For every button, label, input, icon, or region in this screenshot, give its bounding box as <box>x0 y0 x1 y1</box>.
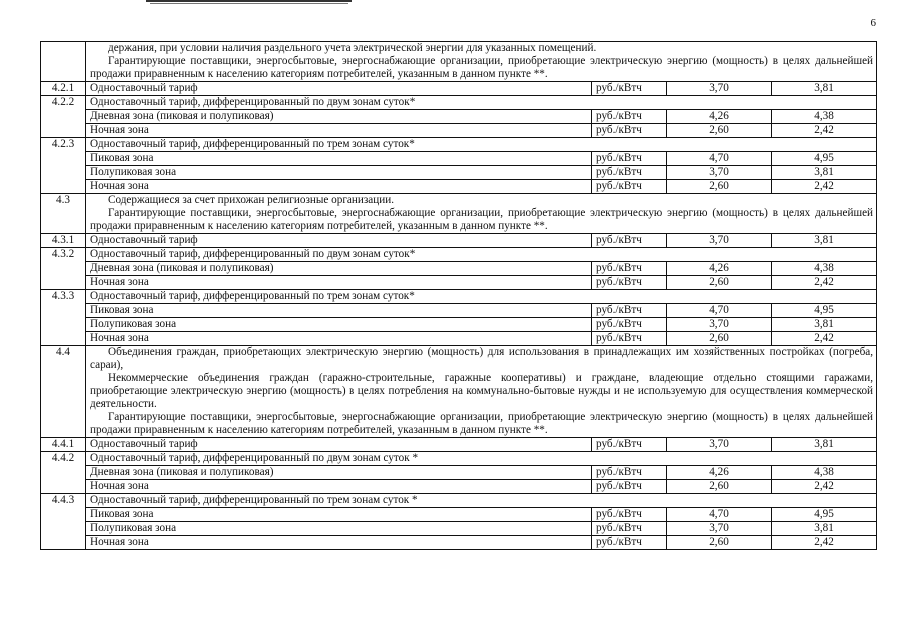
tariff-table <box>40 41 877 550</box>
tariff-value-1: 2,60 <box>667 480 772 494</box>
table-row <box>41 494 877 508</box>
tariff-value-2: 4,95 <box>772 304 877 318</box>
tariff-label: Ночная зона <box>86 536 592 550</box>
table-row <box>41 166 877 180</box>
tariff-value-1: 3,70 <box>667 438 772 452</box>
tariff-value-2: 3,81 <box>772 234 877 248</box>
tariff-value-2: 3,81 <box>772 166 877 180</box>
table-row <box>41 438 877 452</box>
row-number: 4.3.3 <box>41 290 86 346</box>
table-row <box>41 262 877 276</box>
tariff-value-2: 2,42 <box>772 332 877 346</box>
tariff-group-label: Одноставочный тариф, дифференцированный по двум зонам суток * <box>86 452 877 466</box>
tariff-value-1: 4,26 <box>667 262 772 276</box>
tariff-label: Ночная зона <box>86 124 592 138</box>
tariff-label: Полупиковая зона <box>86 522 592 536</box>
tariff-value-2: 3,81 <box>772 438 877 452</box>
tariff-value-2: 2,42 <box>772 480 877 494</box>
tariff-value-1: 4,70 <box>667 508 772 522</box>
unit-cell: руб./кВтч <box>592 438 667 452</box>
table-row <box>41 96 877 110</box>
tariff-label: Дневная зона (пиковая и полупиковая) <box>86 262 592 276</box>
tariff-value-2: 4,38 <box>772 466 877 480</box>
tariff-group-label: Одноставочный тариф, дифференцированный по двум зонам суток* <box>86 96 877 110</box>
tariff-label: Дневная зона (пиковая и полупиковая) <box>86 110 592 124</box>
unit-cell: руб./кВтч <box>592 480 667 494</box>
table-row <box>41 522 877 536</box>
unit-cell: руб./кВтч <box>592 466 667 480</box>
unit-cell: руб./кВтч <box>592 110 667 124</box>
section-paragraph: Гарантирующие поставщики, энергосбытовые, энергоснабжающие организации, приобретающие электрическую энергию (мощность) в целях дальнейшей продажи приравненным к населению категориям потребителей, указанным в данном пункте **. <box>90 207 874 232</box>
tariff-value-2: 4,95 <box>772 152 877 166</box>
unit-cell: руб./кВтч <box>592 262 667 276</box>
tariff-group-label: Одноставочный тариф, дифференцированный по трем зонам суток * <box>86 494 877 508</box>
table-row <box>41 290 877 304</box>
tariff-table-body <box>41 42 877 550</box>
tariff-value-2: 3,81 <box>772 522 877 536</box>
unit-cell: руб./кВтч <box>592 180 667 194</box>
unit-cell: руб./кВтч <box>592 124 667 138</box>
section-paragraph: Гарантирующие поставщики, энергосбытовые, энергоснабжающие организации, приобретающие электрическую энергию (мощность) в целях дальнейшей продажи приравненным к населению категориям потребителей, указанным в данном пункте **. <box>90 411 874 436</box>
section-paragraph: Объединения граждан, приобретающих электрическую энергию (мощность) для использования в принадлежащих им хозяйственных постройках (погреба, сараи), <box>90 346 874 371</box>
tariff-group-label: Одноставочный тариф, дифференцированный по двум зонам суток* <box>86 248 877 262</box>
tariff-value-1: 4,26 <box>667 466 772 480</box>
tariff-value-2: 4,95 <box>772 508 877 522</box>
tariff-label: Ночная зона <box>86 276 592 290</box>
tariff-label: Полупиковая зона <box>86 166 592 180</box>
unit-cell: руб./кВтч <box>592 276 667 290</box>
tariff-label: Дневная зона (пиковая и полупиковая) <box>86 466 592 480</box>
row-number: 4.3.1 <box>41 234 86 248</box>
row-number: 4.4 <box>41 346 86 438</box>
section-paragraph: Содержащиеся за счет прихожан религиозные организации. <box>108 194 395 206</box>
unit-cell: руб./кВтч <box>592 332 667 346</box>
table-row <box>41 42 877 82</box>
section-text <box>86 42 877 82</box>
table-row <box>41 536 877 550</box>
row-number: 4.3.2 <box>41 248 86 290</box>
tariff-value-1: 4,70 <box>667 152 772 166</box>
row-number <box>41 42 86 82</box>
table-row <box>41 180 877 194</box>
tariff-value-1: 3,70 <box>667 234 772 248</box>
row-number: 4.4.2 <box>41 452 86 494</box>
row-number: 4.4.1 <box>41 438 86 452</box>
tariff-label: Ночная зона <box>86 332 592 346</box>
tariff-label: Ночная зона <box>86 480 592 494</box>
unit-cell: руб./кВтч <box>592 166 667 180</box>
tariff-value-1: 2,60 <box>667 276 772 290</box>
row-number: 4.2.2 <box>41 96 86 138</box>
table-row <box>41 452 877 466</box>
tariff-group-label: Одноставочный тариф, дифференцированный по трем зонам суток* <box>86 290 877 304</box>
tariff-label: Ночная зона <box>86 180 592 194</box>
unit-cell: руб./кВтч <box>592 82 667 96</box>
table-row <box>41 248 877 262</box>
table-row <box>41 466 877 480</box>
section-paragraph: держания, при условии наличия раздельного учета электрической энергии для указанных помещений. <box>108 42 597 54</box>
table-row <box>41 138 877 152</box>
tariff-value-1: 3,70 <box>667 522 772 536</box>
section-text <box>86 346 877 438</box>
tariff-label: Пиковая зона <box>86 152 592 166</box>
unit-cell: руб./кВтч <box>592 508 667 522</box>
table-row <box>41 124 877 138</box>
header-rule <box>146 0 352 2</box>
table-row <box>41 276 877 290</box>
table-row <box>41 346 877 438</box>
unit-cell: руб./кВтч <box>592 318 667 332</box>
table-row <box>41 110 877 124</box>
table-row <box>41 332 877 346</box>
tariff-label: Полупиковая зона <box>86 318 592 332</box>
page-number: 6 <box>870 17 876 29</box>
row-number: 4.2.1 <box>41 82 86 96</box>
tariff-value-1: 2,60 <box>667 124 772 138</box>
table-row <box>41 152 877 166</box>
table-row <box>41 194 877 234</box>
tariff-value-2: 2,42 <box>772 124 877 138</box>
tariff-label: Одноставочный тариф <box>86 438 592 452</box>
tariff-value-1: 3,70 <box>667 318 772 332</box>
unit-cell: руб./кВтч <box>592 234 667 248</box>
tariff-label: Одноставочный тариф <box>86 234 592 248</box>
tariff-value-1: 3,70 <box>667 166 772 180</box>
table-row <box>41 318 877 332</box>
row-number: 4.4.3 <box>41 494 86 550</box>
tariff-value-1: 4,70 <box>667 304 772 318</box>
tariff-value-2: 2,42 <box>772 276 877 290</box>
tariff-value-1: 4,26 <box>667 110 772 124</box>
tariff-group-label: Одноставочный тариф, дифференцированный по трем зонам суток* <box>86 138 877 152</box>
tariff-value-1: 2,60 <box>667 332 772 346</box>
tariff-value-2: 3,81 <box>772 318 877 332</box>
tariff-value-2: 2,42 <box>772 536 877 550</box>
unit-cell: руб./кВтч <box>592 522 667 536</box>
tariff-value-1: 3,70 <box>667 82 772 96</box>
header-rule-thin <box>150 3 348 4</box>
tariff-label: Одноставочный тариф <box>86 82 592 96</box>
table-row <box>41 304 877 318</box>
table-row <box>41 82 877 96</box>
unit-cell: руб./кВтч <box>592 304 667 318</box>
tariff-value-2: 2,42 <box>772 180 877 194</box>
section-paragraph: Некоммерческие объединения граждан (гаражно-строительные, гаражные кооперативы) и граждане, владеющие отдельно стоящими гаражами, приобретающие электрическую энергию (мощность) в целях потребления на коммунально-бытовые нужды и не используемую для осуществления коммерческой деятельности. <box>90 372 874 410</box>
section-paragraph: Гарантирующие поставщики, энергосбытовые, энергоснабжающие организации, приобретающие электрическую энергию (мощность) в целях дальнейшей продажи приравненным к населению категориям потребителей, указанным в данном пункте **. <box>90 55 874 80</box>
tariff-label: Пиковая зона <box>86 304 592 318</box>
section-text <box>86 194 877 234</box>
row-number: 4.3 <box>41 194 86 234</box>
tariff-label: Пиковая зона <box>86 508 592 522</box>
tariff-value-2: 3,81 <box>772 82 877 96</box>
table-row <box>41 234 877 248</box>
table-row <box>41 480 877 494</box>
table-row <box>41 508 877 522</box>
unit-cell: руб./кВтч <box>592 536 667 550</box>
tariff-value-1: 2,60 <box>667 536 772 550</box>
tariff-value-1: 2,60 <box>667 180 772 194</box>
row-number: 4.2.3 <box>41 138 86 194</box>
tariff-value-2: 4,38 <box>772 110 877 124</box>
tariff-value-2: 4,38 <box>772 262 877 276</box>
unit-cell: руб./кВтч <box>592 152 667 166</box>
